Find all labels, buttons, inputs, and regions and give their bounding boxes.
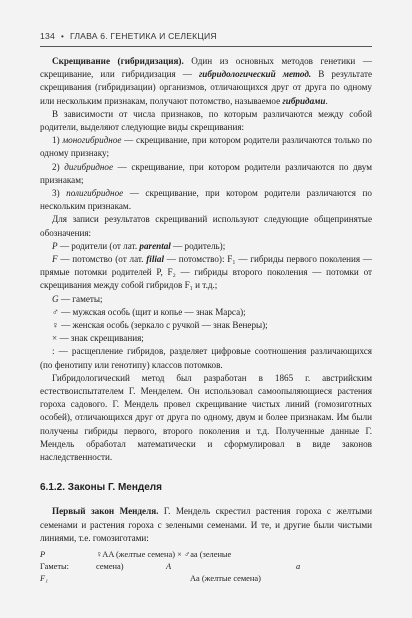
notation-symbol: G	[52, 293, 59, 304]
scheme-female-parent: ♀AA (желтые семена)	[96, 549, 176, 559]
definition-term: моногибридное	[62, 135, 122, 146]
definition-number: 2)	[52, 161, 65, 172]
notation-text: — женская особь (зеркало с ручкой — знак Венеры);	[58, 320, 268, 331]
definition-item	[40, 134, 372, 160]
definition-item	[40, 161, 372, 187]
male-symbol-icon: ♂	[52, 306, 59, 317]
running-header	[40, 30, 372, 42]
notation-item	[40, 332, 372, 345]
term-hybrids: гибридами	[282, 95, 326, 106]
paragraph-text: Один из основных методов генетики — скрещивание, или гибридизация —	[40, 56, 372, 80]
notation-item	[40, 319, 372, 332]
paragraph-first-law	[40, 505, 372, 545]
paragraph-lead: Первый закон Менделя.	[52, 506, 159, 517]
paragraph-text: В результате скрещивания (гибридизации) организмов, отличающихся друг от друга по одному или нескольким признакам, получают потомство, называемое	[40, 69, 373, 106]
definition-number: 1)	[52, 135, 63, 146]
section-title: 6.1.2. Законы Г. Менделя	[40, 482, 162, 494]
definition-term: дигибридное	[64, 161, 114, 172]
notation-text: — гаметы;	[58, 293, 103, 304]
paragraph-notation-intro: Для записи результатов скрещиваний используют следующие общепринятые обозначения:	[40, 214, 372, 238]
notation-text: — мужская особь (щит и копье — знак Марса);	[58, 306, 246, 317]
scheme-cell	[96, 573, 166, 585]
scheme-row	[40, 561, 372, 573]
definition-number: 3)	[52, 188, 67, 199]
notation-item	[40, 345, 372, 371]
scheme-cell: P	[40, 549, 46, 559]
paragraph-cross-types-intro: В зависимости от числа признаков, по которым различаются между собой родители, выделяют следующие виды скрещивания:	[40, 108, 372, 133]
paragraph-hybridization	[40, 55, 372, 108]
definition-text: — скрещивание, при котором родители различаются по двум признакам;	[40, 161, 372, 185]
scheme-cell: F₁	[40, 573, 49, 583]
scheme-cell: Гаметы:	[40, 561, 69, 571]
scheme-row	[40, 573, 372, 585]
definition-text: — скрещивание, при котором родители различаются по нескольким признакам.	[40, 188, 372, 212]
paragraph-mendel-method: Гибридологический метод был разработан в 1865 г. австрийским естествоиспытателем Г. Менделем. Он использовал самоопыляющиеся растения гороха садового. Г. Мендель провел скрещивание чистых линий (гомозиготных особей), отличающихся друг от друга по одному, двум и более признакам. Им были получены гибриды первого, второго поколения и т.д. Полученные данные Г. Мендель обработал математически и сформулировал в виде законов наследственности.	[40, 372, 372, 463]
cross-scheme	[40, 549, 372, 585]
notation-item	[40, 253, 372, 293]
notation-latin: filial	[146, 254, 165, 265]
header-rule	[40, 46, 372, 47]
notation-text: — потомство): F₁ — гибриды первого поколения — прямые потомки родителей P, F₂ — гибриды второго поколения — потомки от скрещивания между собой гибридов F₁ и т.д.;	[40, 254, 373, 291]
notation-latin: parental	[139, 240, 171, 251]
chapter-title: ГЛАВА 6. ГЕНЕТИКА И СЕЛЕКЦИЯ	[69, 31, 217, 41]
header-bullet: •	[60, 31, 64, 41]
notation-text: — расщепление гибридов, разделяет цифровые соотношения различающихся (по фенотипу или генотипу) классов потомков.	[40, 346, 372, 370]
notation-text: — потомство (от лат.	[57, 254, 147, 265]
notation-text: — знак скрещивания;	[57, 333, 144, 344]
notation-symbol: :	[52, 346, 55, 357]
definition-item	[40, 187, 372, 213]
notation-symbol: F	[52, 254, 58, 265]
term-hybridological-method: гибридологический метод.	[198, 69, 312, 80]
paragraph-lead: Скрещивание (гибридизация).	[52, 56, 184, 66]
notation-item	[40, 240, 372, 253]
paragraph-text: Г. Мендель скрестил растения гороха с желтыми семенами и растения гороха с зелеными семенами. И те, и другие были чистыми линиями, т.е. гомозиготами:	[40, 506, 373, 543]
notation-item	[40, 293, 372, 306]
definition-text: — скрещивание, при котором родители различаются только по одному признаку;	[40, 135, 372, 159]
scheme-male-parent: × ♂aa (зеленые семена)	[96, 549, 232, 571]
notation-symbol: P	[52, 240, 58, 251]
scheme-cell	[96, 549, 246, 571]
page-number: 134	[40, 31, 55, 41]
scheme-cell: a	[296, 561, 301, 571]
female-symbol-icon: ♀	[52, 320, 59, 331]
definition-term: полигибридное	[66, 188, 124, 199]
paragraph-text: .	[325, 95, 328, 106]
notation-text: — родитель);	[170, 240, 226, 251]
scheme-cell: Aa (желтые семена)	[190, 573, 261, 583]
scheme-cell: A	[166, 561, 172, 571]
notation-text: — родители (от лат.	[57, 240, 140, 251]
cross-symbol-icon: ×	[52, 333, 58, 344]
notation-item	[40, 306, 372, 319]
